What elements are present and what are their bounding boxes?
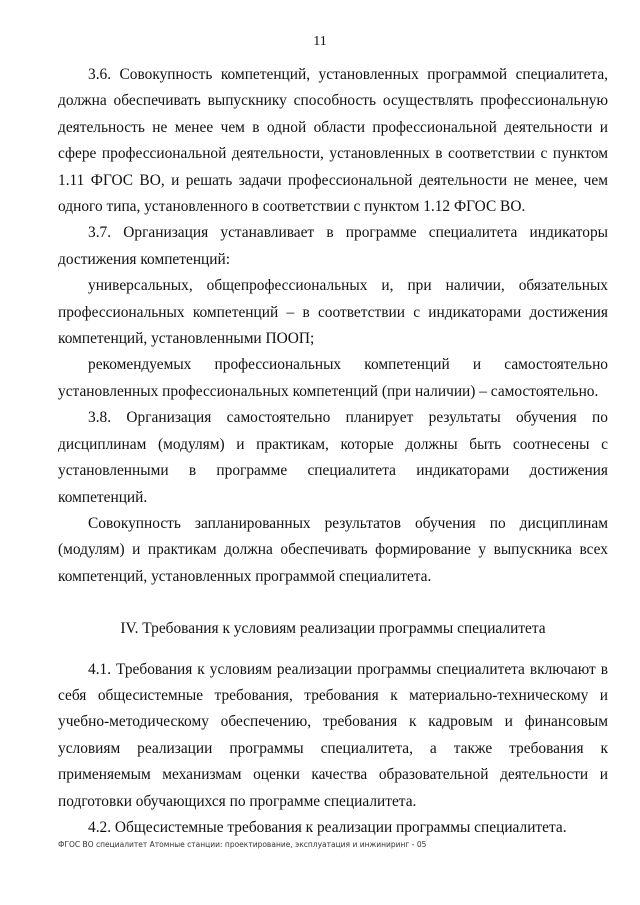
- paragraph-3-7-universal: универсальных, общепрофессиональных и, при наличии, обязательных профессиональных компетенций – в соответствии с индикаторами достижения компетенций, установленными ПООП;: [58, 277, 608, 348]
- paragraph-3-8-totality: Совокупность запланированных результатов обучения по дисциплинам (модулям) и практикам должна обеспечивать формирование у выпускника всех компетенций, установленных программой специалитета.: [58, 514, 608, 585]
- paragraph-4-1: 4.1. Требования к условиям реализации программы специалитета включают в себя общесистемные требования, требования к материально-техническому и учебно-методическому обеспечению, требования к кадровым и финансовым условиям реализации программы специалитета, а также требования к применяемым механизмам оценки качества образовательной деятельности и подготовки обучающихся по программе специалитета.: [58, 660, 608, 810]
- paragraph-3-6: 3.6. Совокупность компетенций, установленных программой специалитета, должна обеспечивать выпускнику способность осуществлять профессиональную деятельность не менее чем в одной области профессиональной деятельности и сфере профессиональной деятельности, установленных в соответствии с пунктом 1.11 ФГОС ВО, и решать задачи профессиональной деятельности не менее, чем одного типа, установленного в соответствии с пунктом 1.12 ФГОС ВО.: [58, 66, 608, 216]
- paragraph-3-8: 3.8. Организация самостоятельно планирует результаты обучения по дисциплинам (модулям) и практикам, которые должны быть соотнесены с установленными в программе специалитета индикаторами достижения компетенций.: [58, 409, 608, 506]
- section-iv-heading: IV. Требования к условиям реализации программы специалитета: [120, 620, 546, 638]
- page-number: 11: [313, 34, 327, 49]
- paragraph-3-7-recommended: рекомендуемых профессиональных компетенций и самостоятельно установленных профессиональных компетенций (при наличии) – самостоятельно.: [58, 356, 608, 400]
- document-body: [58, 62, 608, 841]
- paragraph-3-7: 3.7. Организация устанавливает в программе специалитета индикаторы достижения компетенций:: [58, 224, 608, 268]
- paragraph-4-2: 4.2. Общесистемные требования к реализации программы специалитета.: [88, 818, 567, 836]
- page-footer: ФГОС ВО специалитет Атомные станции: проектирование, эксплуатация и инжиниринг - 05: [58, 840, 427, 849]
